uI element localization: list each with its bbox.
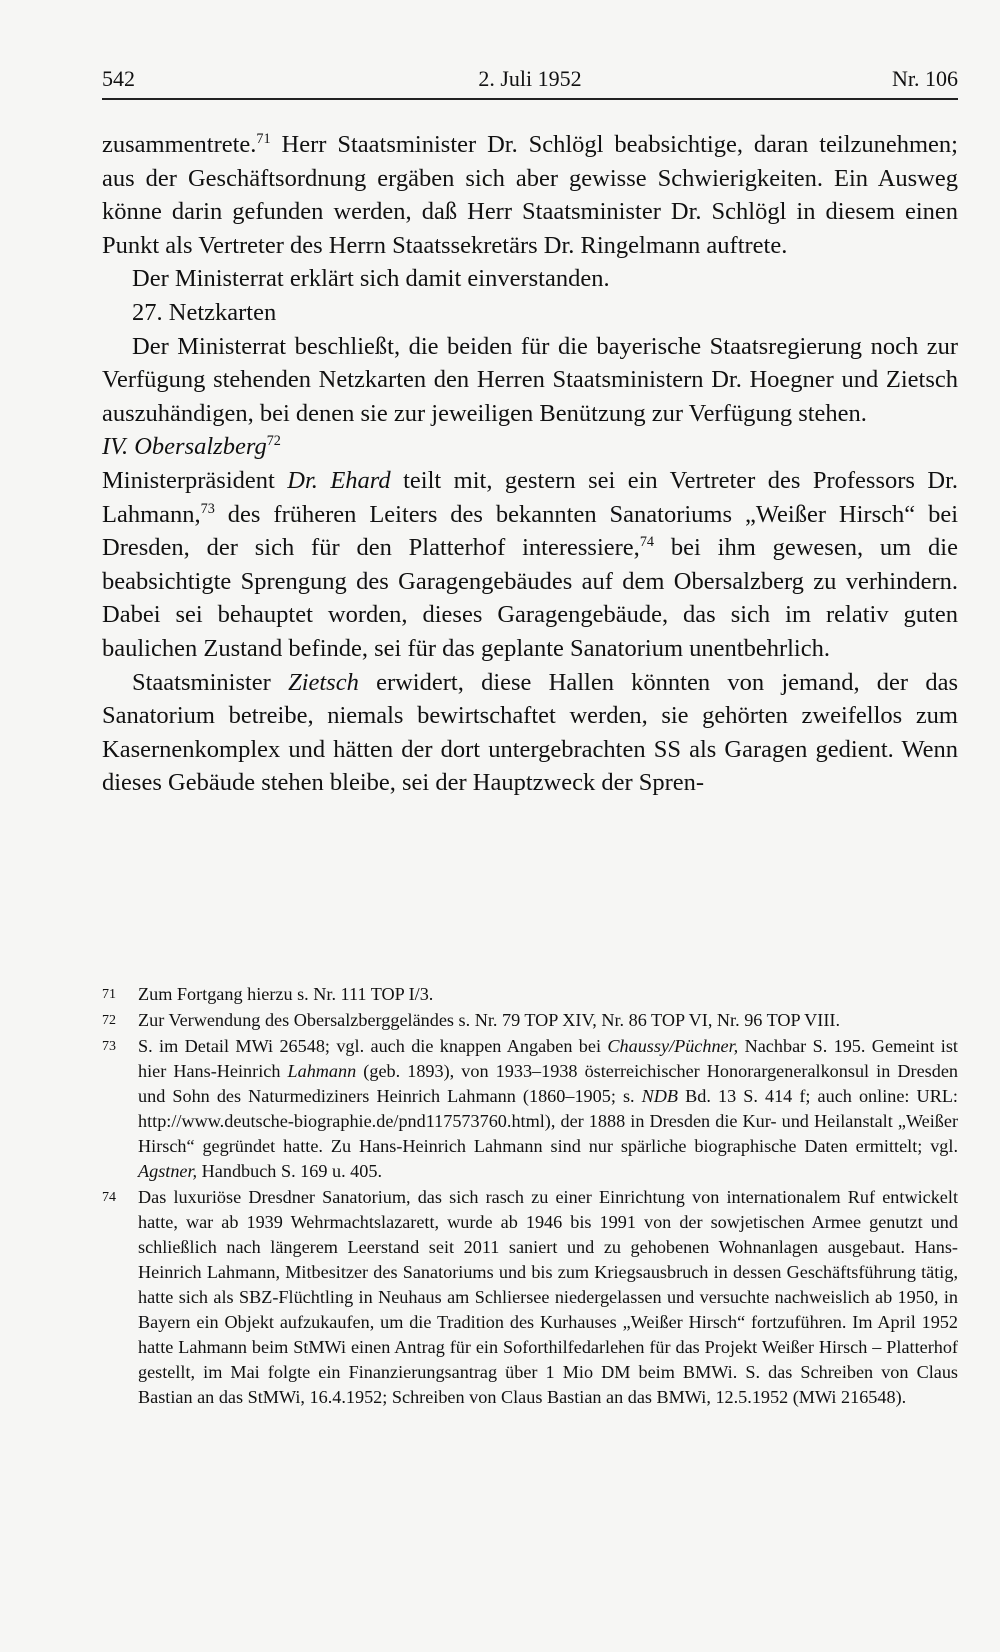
text-run: Ministerpräsident [102, 466, 288, 494]
text-run: Staatsminister [132, 668, 289, 696]
paragraph-continuation [102, 128, 958, 262]
footnote-number: 74 [102, 1190, 116, 1205]
footnote-text: Das luxuriöse Dresdner Sanatorium, das sich rasch zu einer Einrichtung von internationalem Ruf entwickelt hatte, war ab 1939 Wehrmachtslazarett, wurde ab 1946 bis 1991 von der sowjetischen Armee genutzt und schließlich nach längerem Leerstand seit 2011 saniert und zu gehobenen Wohnanlagen ausgebaut. Hans-Heinrich Lahmann, Mitbesitzer des Sanatoriums und bis zum Kriegsausbruch in dessen Geschäftsführung tätig, hatte sich als SBZ-Flüchtling in Neuhaus am Schliersee niedergelassen und versuchte nachweislich ab 1950, in Bayern ein Objekt aufzukaufen, um die Tradition des Kurhauses „Weißer Hirsch“ fortzuführen. Im April 1952 hatte Lahmann beim StMWi einen Antrag für ein Soforthilfedarlehen für das Projekt Weißer Hirsch – Platterhof gestellt, im Mai folgte ein Finanzierungsantrag über 1 Mio DM beim BMWi. S. das Schreiben von Claus Bastian an das StMWi, 16.4.1952; Schreiben von Claus Bastian an das BMWi, 12.5.1952 (MWi 216548). [138, 1187, 958, 1407]
text-run: des früheren Leiters des bekannten Sanatoriums „Weißer Hirsch“ bei Dresden, der sich für den Platterhof interessiere, [102, 500, 958, 562]
paragraph-zietsch [102, 666, 958, 800]
footnote-72 [102, 1008, 958, 1033]
footnote-text: (geb. 1893), von 1933–1938 österreichischer Honorargeneralkonsul in Dresden und Sohn des Naturmediziners Heinrich Lahmann (1860–1905; s. [138, 1061, 958, 1106]
footnote-text: Nachbar S. 195. Gemeint ist hier Hans-Heinrich [138, 1036, 958, 1081]
paragraph-ehard [102, 464, 958, 666]
footnote-73 [102, 1034, 958, 1184]
text-run: erwidert, diese Hallen könnten von jemand, der das Sanatorium betreibe, niemals bewirtschaftet werden, sie gehörten zweifellos zum Kasernenkomplex und hätten der dort untergebrachten SS als Garagen gedient. Wenn dieses Gebäude stehen bleibe, sei der Hauptzweck der Spren- [102, 668, 958, 797]
footnote-ref: 74 [639, 533, 655, 550]
footnote-71 [102, 982, 958, 1007]
footnote-ref: 71 [256, 130, 271, 147]
footnote-number: 72 [102, 1013, 116, 1028]
text-run: Herr Staatsminister Dr. Schlögl beabsichtige, daran teilzunehmen; aus der Geschäftsordnung ergäben sich aber gewisse Schwierigkeiten. Ein Ausweg könne darin gefunden werden, daß Herr Staatsminister Dr. Schlögl in diesem einen Punkt als Vertreter des Herrn Staatssekretärs Dr. Ringelmann auftrete. [102, 131, 958, 259]
person-name: Lahmann [287, 1061, 357, 1081]
citation-source: NDB [641, 1086, 679, 1106]
footnotes [102, 982, 958, 1411]
page-number: 542 [102, 66, 135, 91]
footnote-text: Bd. 13 S. 414 f; auch online: URL: http://www.deutsche-biographie.de/pnd117573760.html), der 1888 in Dresden die Kur- und Heilanstalt „Weißer Hirsch“ gegründet hatte. Zu Hans-Heinrich Lahmann sind nur spärliche biographische Daten ermittelt; vgl. [138, 1086, 958, 1156]
running-header [102, 64, 958, 100]
footnote-text: S. im Detail MWi 26548; vgl. auch die knappen Angaben bei [138, 1036, 608, 1056]
document-number: Nr. 106 [892, 66, 958, 91]
footnote-74 [102, 1185, 958, 1410]
footnote-text: Zum Fortgang hierzu s. Nr. 111 TOP I/3. [138, 984, 434, 1004]
footnote-text: Zur Verwendung des Obersalzberggeländes s. Nr. 79 TOP XIV, Nr. 86 TOP VI, Nr. 96 TOP VIII. [138, 1010, 841, 1030]
paragraph-decision: Der Ministerrat erklärt sich damit einverstanden. [132, 265, 610, 293]
text-run: teilt mit, gestern sei ein Vertreter des Professors Dr. Lahmann, [102, 466, 959, 528]
footnote-ref: 73 [200, 500, 215, 517]
text-run: bei ihm gewesen, um die beabsichtigte Sprengung des Garagengebäudes auf dem Obersalzberg zu verhindern. Dabei sei behauptet worden, dieses Garagengebäude, das sich im relativ guten baulichen Zustand befinde, sei für das geplante Sanatorium unentbehrlich. [102, 534, 958, 662]
citation-author: Agstner, [138, 1161, 198, 1181]
section-heading-text: IV. Obersalzberg [102, 433, 267, 461]
paragraph-netzkarten: Der Ministerrat beschließt, die beiden für die bayerische Staatsregierung noch zur Verfügung stehenden Netzkarten den Herren Staatsministern Dr. Hoegner und Zietsch auszuhändigen, bei denen sie zur jeweiligen Benützung zur Verfügung stehen. [102, 332, 958, 427]
citation-author: Chaussy/Püchner, [607, 1036, 739, 1056]
header-date: 2. Juli 1952 [478, 66, 582, 91]
footnote-number: 73 [102, 1039, 116, 1054]
footnote-ref: 72 [266, 433, 281, 450]
section-heading [102, 430, 958, 464]
person-name: Dr. Ehard [287, 466, 391, 494]
person-name: Zietsch [288, 668, 359, 696]
body-text [102, 128, 958, 800]
footnote-text: Handbuch S. 169 u. 405. [197, 1161, 383, 1181]
agenda-item-heading: 27. Netzkarten [132, 298, 277, 326]
footnote-number: 71 [102, 987, 116, 1002]
text-run: zusammentrete. [102, 131, 257, 158]
